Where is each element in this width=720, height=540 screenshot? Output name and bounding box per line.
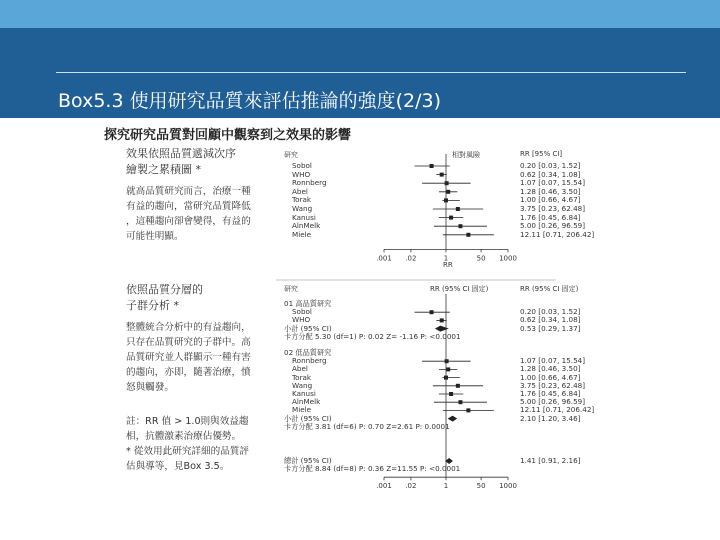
note-line: 相，抗體激素治療佔優勢。 bbox=[126, 431, 242, 442]
panel2-tick-label: 50 bbox=[476, 482, 486, 491]
study-label: Sobol bbox=[292, 307, 312, 317]
group1-heterogeneity: 卡方分配 5.30 (df=1) P: 0.02 Z= -1.16 P: <0.0001 bbox=[284, 331, 461, 341]
panel2-study-point bbox=[456, 384, 460, 388]
study-rr-value: 1.76 [0.45, 6.84] bbox=[520, 389, 581, 398]
study-label: AlnMelk bbox=[292, 397, 321, 407]
study-label: Ronnberg bbox=[292, 178, 327, 188]
study-label: Abel bbox=[292, 364, 308, 374]
panel1-desc-line: ，這種趨向卻會變得，有益的 bbox=[126, 216, 251, 227]
study-rr-value: 1.00 [0.66, 4.67] bbox=[520, 372, 581, 382]
study-label: Torak bbox=[292, 195, 312, 205]
panel2-tick-label: 1 bbox=[443, 482, 449, 491]
study-rr-value: 3.75 [0.23, 62.48] bbox=[520, 380, 586, 390]
panel1-col-rel: 相對風險 bbox=[452, 151, 480, 159]
note-line: 註：RR 值 > 1.0則與效益趨 bbox=[126, 416, 249, 427]
group2-heterogeneity: 卡方分配 3.81 (df=6) P: 0.70 Z=2.61 P: 0.0001 bbox=[284, 421, 450, 431]
figure-heading: 探究研究品質對回顧中觀察到之效果的影響 bbox=[104, 128, 352, 143]
study-rr-value: 5.00 [0.26, 96.59] bbox=[520, 397, 586, 407]
panel1-tick-label: 50 bbox=[476, 254, 486, 263]
slide-header bbox=[0, 28, 720, 118]
panel1-label-line: 效果依照品質遞減次序 bbox=[126, 147, 236, 160]
panel2-desc-line: 整體統合分析中的有益趨向， bbox=[126, 322, 251, 333]
panel2-desc-line: 品質研究並人群顯示一種有害 bbox=[126, 352, 251, 363]
panel2-study-point bbox=[466, 408, 470, 412]
panel2-label-line: 依照品質分層的 bbox=[126, 283, 203, 296]
study-rr-value: 12.11 [0.71, 206.42] bbox=[520, 229, 595, 239]
panel2-study-point bbox=[458, 400, 462, 404]
panel1-axis-label: RR bbox=[443, 261, 453, 270]
scanned-figure bbox=[96, 120, 595, 532]
note-line: * 從效用此研究詳細的品質評 bbox=[126, 446, 249, 457]
top-accent-bar bbox=[0, 0, 720, 28]
panel2-tick-label: .02 bbox=[405, 482, 417, 491]
panel1-tick-label: .02 bbox=[405, 254, 417, 263]
panel1-desc-line: 就高品質研究而言，治療一種 bbox=[126, 186, 251, 197]
panel2-col-study: 研究 bbox=[284, 285, 298, 293]
study-label: Torak bbox=[292, 372, 312, 382]
study-label: Wang bbox=[292, 204, 313, 213]
panel2-label-line: 子群分析 * bbox=[126, 299, 179, 312]
study-label: Sobol bbox=[292, 161, 312, 170]
study-rr-value: 1.00 [0.66, 4.67] bbox=[520, 195, 581, 205]
study-rr-value: 0.62 [0.34, 1.08] bbox=[520, 169, 581, 179]
panel1-label-line: 繪製之累積圖 * bbox=[126, 163, 201, 176]
study-label: Ronnberg bbox=[292, 356, 327, 366]
group1-diamond bbox=[435, 326, 449, 332]
panel2-desc-line: 怒與觸發。 bbox=[126, 382, 174, 393]
panel1-col-rr: RR [95% CI] bbox=[520, 150, 563, 158]
study-rr-value: 1.28 [0.46, 3.50] bbox=[520, 364, 581, 374]
total-heterogeneity: 卡方分配 8.84 (df=8) P: 0.36 Z=11.55 P: <0.0001 bbox=[284, 464, 461, 474]
study-label: Abel bbox=[292, 186, 308, 196]
panel2-tick-label: 1000 bbox=[499, 482, 517, 491]
panel1-tick-label: 1000 bbox=[499, 254, 517, 263]
group2-subtotal: 小計 (95% CI) bbox=[284, 413, 332, 423]
study-rr-value: 1.07 [0.07, 15.54] bbox=[520, 178, 586, 188]
group1-subtotal: 小計 (95% CI) bbox=[284, 323, 332, 333]
slide-title: Box5.3 使用研究品質來評估推論的強度(2/3) bbox=[58, 90, 441, 112]
panel2-col-rr: RR (95% CI 固定) bbox=[520, 285, 579, 293]
panel1-col-study: 研究 bbox=[284, 151, 298, 159]
panel2-study-point bbox=[445, 359, 449, 363]
panel2-tick-label: .001 bbox=[376, 482, 392, 491]
group2-title: 02 低品質研究 bbox=[284, 348, 332, 357]
study-rr-value: 5.00 [0.26, 96.59] bbox=[520, 221, 586, 231]
study-rr-value: 1.07 [0.07, 15.54] bbox=[520, 356, 586, 366]
panel2-col-rr-ci: RR (95% CI 固定) bbox=[430, 285, 489, 293]
study-rr-value: 3.75 [0.23, 62.48] bbox=[520, 204, 586, 213]
group2-subtotal-rr: 2.10 [1.20, 3.46] bbox=[520, 413, 581, 423]
study-rr-value: 12.11 [0.71, 206.42] bbox=[520, 405, 595, 415]
header-divider bbox=[56, 72, 686, 73]
study-label: Kanusi bbox=[292, 212, 316, 222]
panel1-desc-line: 有益的趨向，當研究品質降低 bbox=[126, 201, 251, 212]
study-label: Miele bbox=[292, 405, 312, 415]
study-label: Miele bbox=[292, 229, 312, 239]
study-label: WHO bbox=[292, 169, 311, 179]
group1-title: 01 高品質研究 bbox=[284, 299, 332, 308]
study-rr-value: 1.28 [0.46, 3.50] bbox=[520, 186, 581, 196]
panel2-study-point bbox=[440, 318, 444, 322]
study-label: WHO bbox=[292, 315, 311, 325]
study-rr-value: 0.20 [0.03, 1.52] bbox=[520, 307, 581, 317]
total-rr: 1.41 [0.91, 2.16] bbox=[520, 456, 581, 465]
panel2-desc-line: 只存在品質研究的子群中。高 bbox=[126, 337, 251, 348]
study-rr-value: 0.20 [0.03, 1.52] bbox=[520, 161, 581, 170]
panel2-study-point bbox=[430, 310, 434, 314]
study-label: AlnMelk bbox=[292, 221, 321, 231]
note-line: 估與導等，見Box 3.5。 bbox=[126, 461, 230, 472]
study-label: Wang bbox=[292, 380, 313, 390]
study-rr-value: 1.76 [0.45, 6.84] bbox=[520, 212, 581, 222]
panel2-study-point bbox=[446, 367, 450, 371]
panel1-desc-line: 可能性明顯。 bbox=[126, 231, 184, 242]
study-label: Kanusi bbox=[292, 389, 316, 398]
group1-subtotal-rr: 0.53 [0.29, 1.37] bbox=[520, 323, 581, 333]
panel1-tick-label: 1 bbox=[443, 254, 449, 263]
panel2-desc-line: 的趨向，亦即，隨著治療，憤 bbox=[126, 367, 251, 378]
group2-diamond bbox=[448, 416, 458, 422]
panel1-tick-label: .001 bbox=[376, 254, 392, 263]
panel2-study-point bbox=[449, 392, 453, 396]
total-label: 總計 (95% CI) bbox=[284, 456, 332, 465]
study-rr-value: 0.62 [0.34, 1.08] bbox=[520, 315, 581, 325]
